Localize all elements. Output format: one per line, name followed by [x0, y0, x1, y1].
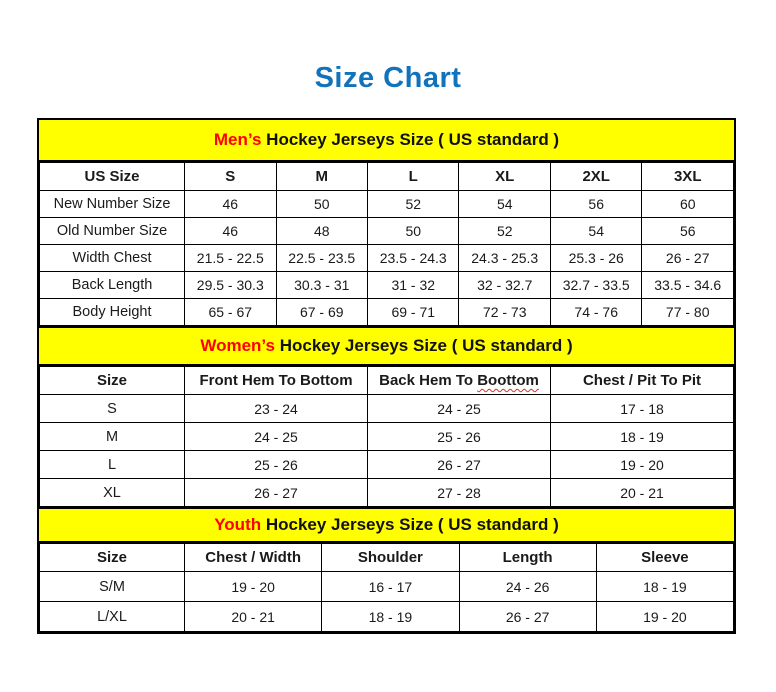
size-value: 24 - 25 — [368, 395, 551, 423]
size-table-womens — [39, 366, 734, 507]
size-value: 54 — [459, 191, 550, 218]
size-value: 74 - 76 — [550, 299, 641, 326]
header-row — [40, 544, 734, 572]
size-value: 29.5 - 30.3 — [185, 272, 276, 299]
row-label: M — [40, 423, 185, 451]
column-header: Front Hem To Bottom — [185, 367, 368, 395]
size-table-youth — [39, 543, 734, 632]
header-row — [40, 367, 734, 395]
size-value: 26 - 27 — [459, 602, 596, 632]
row-label: Old Number Size — [40, 218, 185, 245]
column-header: Sleeve — [596, 544, 733, 572]
section-womens — [39, 326, 734, 507]
column-header-text: Back Hem To — [379, 372, 478, 389]
table-body — [40, 395, 734, 507]
size-value: 65 - 67 — [185, 299, 276, 326]
size-value: 25.3 - 26 — [550, 245, 641, 272]
section-title-accent: Men’s — [213, 130, 262, 149]
row-label: Back Length — [40, 272, 185, 299]
column-header: 2XL — [550, 163, 641, 191]
table-body — [40, 191, 734, 326]
size-value: 32 - 32.7 — [459, 272, 550, 299]
row-label: Width Chest — [40, 245, 185, 272]
size-value: 72 - 73 — [459, 299, 550, 326]
size-value: 32.7 - 33.5 — [550, 272, 641, 299]
size-value: 18 - 19 — [596, 572, 733, 602]
table-row — [40, 479, 734, 507]
column-header — [368, 367, 551, 395]
column-header: Chest / Width — [185, 544, 322, 572]
size-value: 60 — [642, 191, 734, 218]
size-value: 24.3 - 25.3 — [459, 245, 550, 272]
size-value: 56 — [550, 191, 641, 218]
table-body — [40, 572, 734, 632]
size-value: 50 — [368, 218, 459, 245]
table-row — [40, 602, 734, 632]
column-header: Shoulder — [322, 544, 459, 572]
column-header: 3XL — [642, 163, 734, 191]
table-head — [40, 544, 734, 572]
size-value: 21.5 - 22.5 — [185, 245, 276, 272]
table-row — [40, 272, 734, 299]
row-label: S — [40, 395, 185, 423]
size-value: 46 — [185, 218, 276, 245]
section-title-accent: Women’s — [200, 336, 275, 355]
column-header: M — [276, 163, 367, 191]
table-row — [40, 395, 734, 423]
table-row — [40, 423, 734, 451]
size-value: 52 — [459, 218, 550, 245]
table-row — [40, 245, 734, 272]
column-header: US Size — [40, 163, 185, 191]
size-value: 33.5 - 34.6 — [642, 272, 734, 299]
row-label: L/XL — [40, 602, 185, 632]
size-value: 20 - 21 — [551, 479, 734, 507]
section-header-womens — [39, 326, 734, 366]
size-value: 56 — [642, 218, 734, 245]
size-value: 27 - 28 — [368, 479, 551, 507]
size-value: 50 — [276, 191, 367, 218]
size-value: 77 - 80 — [642, 299, 734, 326]
size-value: 46 — [185, 191, 276, 218]
table-row — [40, 191, 734, 218]
misspelled-word: Boottom — [477, 372, 539, 389]
size-value: 48 — [276, 218, 367, 245]
section-mens — [39, 120, 734, 326]
size-value: 17 - 18 — [551, 395, 734, 423]
column-header: Size — [40, 544, 185, 572]
table-row — [40, 299, 734, 326]
column-header: S — [185, 163, 276, 191]
section-title-accent: Youth — [214, 515, 262, 534]
table-row — [40, 572, 734, 602]
size-value: 69 - 71 — [368, 299, 459, 326]
header-row — [40, 163, 734, 191]
row-label: L — [40, 451, 185, 479]
section-youth — [39, 507, 734, 632]
size-value: 22.5 - 23.5 — [276, 245, 367, 272]
size-value: 23.5 - 24.3 — [368, 245, 459, 272]
size-value: 52 — [368, 191, 459, 218]
size-value: 19 - 20 — [551, 451, 734, 479]
row-label: XL — [40, 479, 185, 507]
size-value: 24 - 26 — [459, 572, 596, 602]
column-header: L — [368, 163, 459, 191]
size-value: 25 - 26 — [185, 451, 368, 479]
column-header: Chest / Pit To Pit — [551, 367, 734, 395]
page-title: Size Chart — [314, 62, 462, 94]
section-title-text: Hockey Jerseys Size ( US standard ) — [261, 515, 559, 534]
size-value: 18 - 19 — [551, 423, 734, 451]
table-head — [40, 367, 734, 395]
column-header: XL — [459, 163, 550, 191]
size-value: 30.3 - 31 — [276, 272, 367, 299]
table-row — [40, 451, 734, 479]
size-value: 20 - 21 — [185, 602, 322, 632]
size-value: 16 - 17 — [322, 572, 459, 602]
table-row — [40, 218, 734, 245]
size-value: 19 - 20 — [185, 572, 322, 602]
size-chart-tables — [37, 118, 736, 634]
size-value: 67 - 69 — [276, 299, 367, 326]
row-label: Body Height — [40, 299, 185, 326]
size-value: 19 - 20 — [596, 602, 733, 632]
table-head — [40, 163, 734, 191]
size-value: 54 — [550, 218, 641, 245]
size-value: 26 - 27 — [185, 479, 368, 507]
column-header: Size — [40, 367, 185, 395]
column-header: Length — [459, 544, 596, 572]
size-value: 24 - 25 — [185, 423, 368, 451]
section-header-youth — [39, 507, 734, 543]
size-value: 25 - 26 — [368, 423, 551, 451]
section-title-text: Hockey Jerseys Size ( US standard ) — [274, 336, 573, 355]
size-value: 18 - 19 — [322, 602, 459, 632]
row-label: S/M — [40, 572, 185, 602]
row-label: New Number Size — [40, 191, 185, 218]
size-value: 23 - 24 — [185, 395, 368, 423]
section-title-text: Hockey Jerseys Size ( US standard ) — [261, 130, 560, 149]
section-header-mens — [39, 120, 734, 162]
size-table-mens — [39, 162, 734, 326]
size-value: 26 - 27 — [642, 245, 734, 272]
size-value: 26 - 27 — [368, 451, 551, 479]
size-value: 31 - 32 — [368, 272, 459, 299]
